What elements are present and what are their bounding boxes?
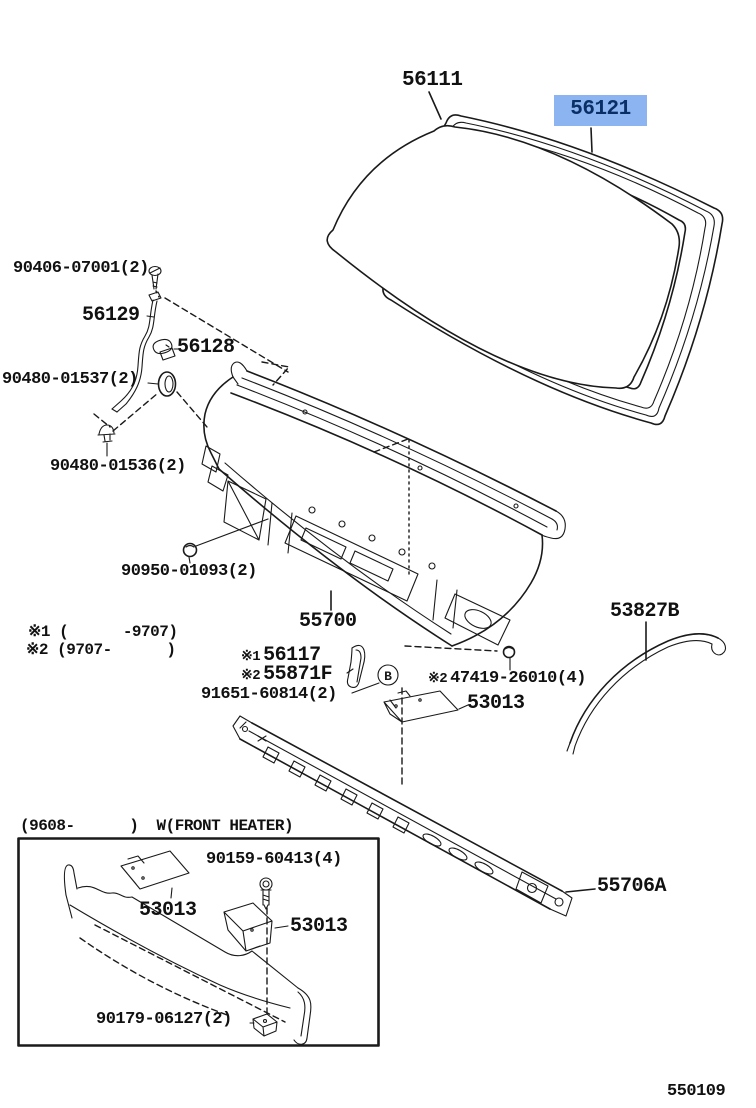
part-label-56121-selected[interactable]: 56121 [554,95,647,126]
part-label-91651-60814[interactable]: 91651-60814(2) [201,685,337,704]
part-label-53013[interactable]: 53013 [467,692,525,715]
grommet-47419-drawing [504,647,515,658]
reinforcement-bar-drawing [233,716,572,916]
nut-90179-drawing [253,1014,277,1036]
part-label-47419-26010[interactable]: 47419-26010(4) [450,669,586,688]
part-label-90406-07001[interactable]: 90406-07001(2) [13,259,149,278]
callout-b-letter: B [384,669,392,684]
note-line-1: ※1 ( -9707) [28,623,178,641]
clip-56128-drawing [153,339,175,360]
part-label-53827B[interactable]: 53827B [610,600,680,623]
inset-bracket-b-drawing [224,903,272,951]
bracket-53013-drawing [384,691,458,722]
part-label-56111[interactable]: 56111 [402,69,463,92]
ref-row-55871F [241,664,332,685]
bolt-90159-drawing [260,878,272,909]
part-label-53013-inset-b[interactable]: 53013 [290,915,348,938]
part-label-90480-01537[interactable]: 90480-01537(2) [2,370,138,389]
ref-row-47419 [428,670,586,688]
cowl-panel-drawing [202,362,565,646]
part-label-55706A[interactable]: 55706A [597,875,667,898]
grommet-90950-drawing [184,544,197,557]
part-label-56129[interactable]: 56129 [82,304,140,327]
clip-90480-01536-drawing [98,425,115,442]
part-label-90179-06127[interactable]: 90179-06127(2) [96,1010,232,1029]
windshield-glass-drawing [327,126,679,389]
part-label-90950-01093[interactable]: 90950-01093(2) [121,562,257,581]
inset-title: (9608- ) W(FRONT HEATER) [20,817,294,835]
ref1-prefix: ※1 [241,649,261,665]
inset-bracket-a-drawing [121,851,189,889]
part-label-55700[interactable]: 55700 [299,610,357,633]
part-label-90480-01536[interactable]: 90480-01536(2) [50,457,186,476]
callout-b-circle [378,665,398,685]
figure-code: 550109 [667,1082,726,1101]
part-label-90159-60413[interactable]: 90159-60413(4) [206,850,342,869]
ref2-prefix-47419: ※2 [428,671,448,687]
part-label-53013-inset-a[interactable]: 53013 [139,899,197,922]
part-label-56117[interactable]: 56117 [263,644,321,667]
part-label-56128[interactable]: 56128 [177,336,235,359]
part-label-55871F[interactable]: 55871F [263,663,333,686]
note-line-2: ※2 (9707- ) [26,641,176,659]
ref2-prefix: ※2 [241,668,261,684]
grommet-90480-01537-drawing [159,372,176,396]
spacer-strip-drawing [347,645,364,687]
